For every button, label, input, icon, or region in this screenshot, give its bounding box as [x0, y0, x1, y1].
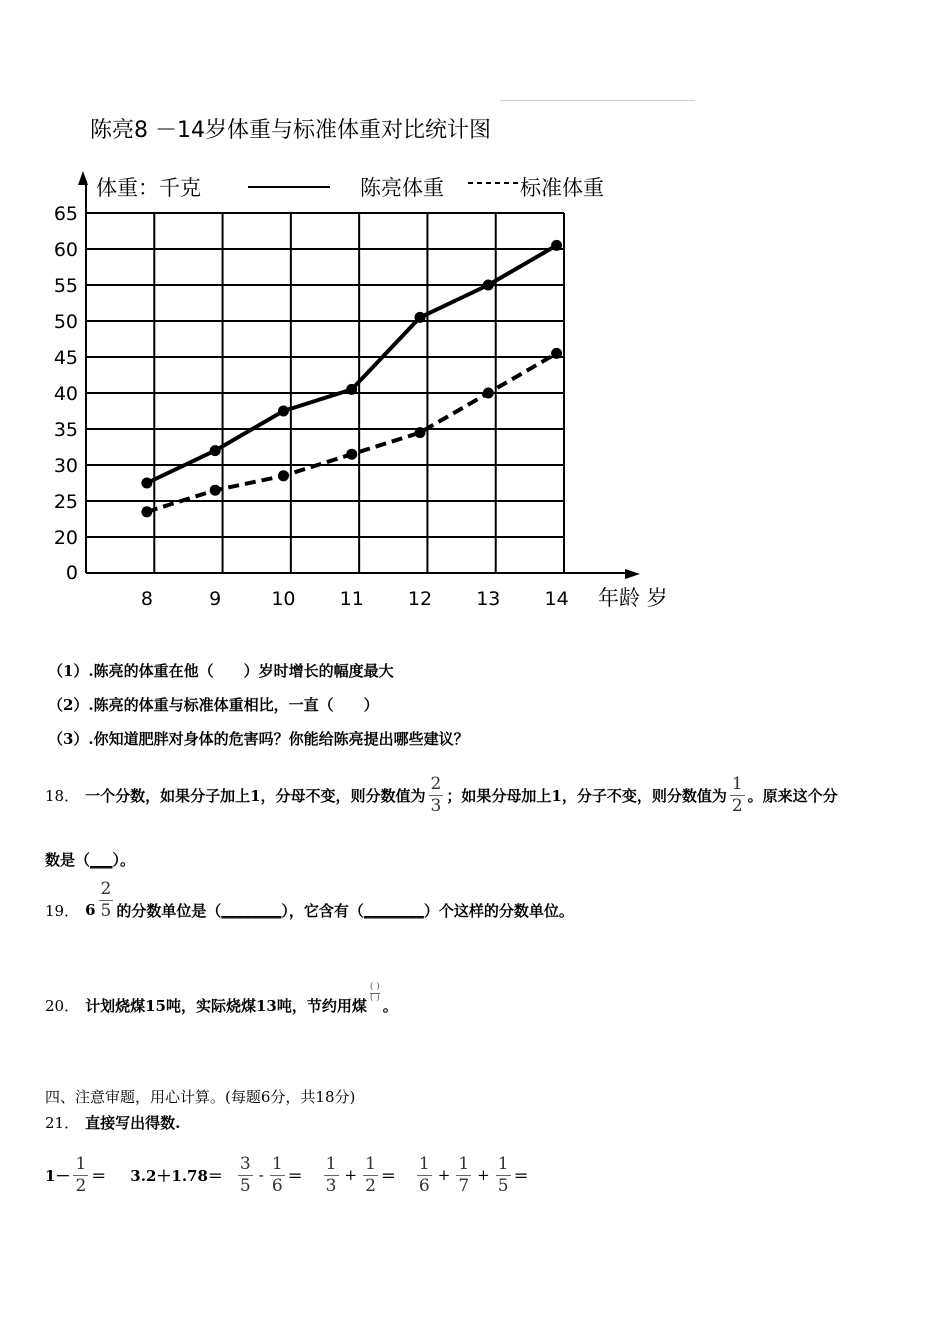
data-point-standard — [210, 485, 221, 496]
x-tick-label: 10 — [271, 588, 296, 610]
y-tick-label: 65 — [53, 203, 78, 225]
q20-number: 20． — [45, 996, 80, 1015]
y-tick-label: 40 — [53, 383, 78, 405]
calc-5 — [414, 1153, 529, 1196]
question-20 — [45, 975, 398, 1035]
y-tick-label: 55 — [53, 275, 78, 297]
legend-label-standard: 标准体重 — [520, 176, 604, 200]
calc-3-fraction-b — [270, 1153, 285, 1196]
y-tick-labels — [54, 203, 78, 584]
q21-text: 直接写出得数. — [85, 1114, 181, 1132]
q19-whole: 6 — [85, 901, 96, 919]
calc-4a-den: 3 — [325, 1175, 337, 1196]
calc-4 — [321, 1153, 396, 1196]
data-point-chenliang — [346, 384, 357, 395]
calc-1-eq: ＝ — [91, 1166, 107, 1185]
data-point-chenliang — [483, 280, 494, 291]
question-3: （3）.你知道肥胖对身体的危害吗？你能给陈亮提出哪些建议？ — [48, 730, 469, 748]
q18-answer-blank[interactable]: ___ — [90, 850, 113, 869]
x-axis-label: 年龄 岁 — [598, 586, 668, 610]
q18-text-5: ）。 — [112, 851, 136, 869]
x-tick-label: 13 — [476, 588, 501, 610]
legend-label-chenliang: 陈亮体重 — [360, 176, 444, 200]
q21-number: 21． — [45, 1114, 80, 1132]
y-axis-label: 体重：千克 — [96, 176, 201, 200]
data-point-standard — [415, 427, 426, 438]
data-point-chenliang — [415, 312, 426, 323]
question-18 — [45, 765, 838, 825]
calc-4b-num: 1 — [365, 1153, 376, 1174]
x-tick-label: 9 — [209, 588, 222, 610]
q20-text: 计划烧煤15吨，实际烧煤13吨，节约用煤 — [85, 996, 367, 1015]
calc-5b-den: 7 — [458, 1175, 470, 1196]
q20-numerator-blank[interactable]: ( ) — [369, 981, 380, 992]
data-point-chenliang — [141, 478, 152, 489]
q19-denominator: 5 — [100, 900, 112, 921]
data-point-standard — [141, 506, 152, 517]
chart-title: 陈亮8 －14岁体重与标准体重对比统计图 — [90, 118, 491, 143]
calc-5-fraction-a — [417, 1153, 432, 1196]
y-axis-arrow-icon — [78, 171, 88, 185]
q20-answer-fraction[interactable] — [370, 983, 380, 1004]
x-tick-label: 12 — [407, 588, 433, 610]
calc-1 — [45, 1153, 107, 1196]
calc-3a-den: 5 — [239, 1175, 251, 1196]
q18-text-4: 数是（ — [45, 851, 91, 869]
calc-4a-num: 1 — [325, 1153, 337, 1174]
calc-5-eq: ＝ — [513, 1166, 529, 1185]
calc-5-op-1: + — [437, 1166, 451, 1184]
x-tick-labels — [141, 588, 569, 610]
data-point-standard — [551, 348, 562, 359]
calc-3 — [235, 1153, 303, 1196]
calc-4-op: + — [344, 1166, 358, 1184]
calc-5c-num: 1 — [497, 1153, 509, 1174]
q19-text-2: ），它含有（ — [281, 901, 364, 920]
calc-4b-den: 2 — [365, 1175, 376, 1196]
calc-3a-num: 3 — [239, 1153, 251, 1174]
data-point-standard — [278, 470, 289, 481]
y-tick-label: 0 — [65, 562, 78, 584]
calc-5c-den: 5 — [497, 1175, 509, 1196]
q19-answer-blank-2[interactable]: ________ — [363, 901, 424, 919]
x-tick-label: 11 — [339, 588, 364, 610]
calc-3-eq: ＝ — [287, 1166, 303, 1185]
calc-1-den: 2 — [75, 1175, 87, 1196]
question-19 — [45, 880, 574, 940]
data-point-chenliang — [551, 240, 562, 251]
q18-f2-numerator: 1 — [731, 773, 743, 794]
calc-2: 3.2＋1.78＝ — [130, 1166, 223, 1185]
y-tick-label: 30 — [53, 455, 78, 477]
y-tick-label: 25 — [53, 491, 78, 513]
q20-end: 。 — [382, 996, 398, 1015]
q19-text-3: ）个这样的分数单位。 — [423, 901, 574, 920]
q20-denominator-blank[interactable]: ( ) — [369, 992, 380, 1003]
q19-numerator: 2 — [100, 878, 112, 899]
calc-4-eq: ＝ — [380, 1166, 396, 1185]
q18-f2-denominator: 2 — [731, 795, 743, 816]
q19-answer-blank-1[interactable]: ________ — [221, 901, 282, 919]
calc-1-fraction — [73, 1153, 88, 1196]
q18-text-3: 。原来这个分 — [747, 786, 838, 805]
calc-1-lead: 1－ — [45, 1166, 71, 1185]
section-4-heading: 四、注意审题，用心计算。(每题6分，共18分) — [45, 1088, 356, 1106]
calc-3-op: - — [258, 1166, 264, 1184]
q19-text-1: 的分数单位是（ — [116, 901, 222, 920]
calc-1-num: 1 — [75, 1153, 87, 1174]
calc-3-fraction-a — [238, 1153, 253, 1196]
q19-fraction — [99, 878, 114, 921]
calc-5-fraction-c — [496, 1153, 511, 1196]
weight-comparison-chart — [50, 105, 690, 615]
q19-number: 19． — [45, 901, 80, 920]
y-tick-label: 60 — [53, 239, 78, 261]
calc-5a-num: 1 — [418, 1153, 430, 1174]
q18-fraction-2 — [730, 773, 745, 816]
question-18-cont — [45, 849, 135, 870]
data-point-standard — [346, 449, 357, 460]
data-point-chenliang — [278, 406, 289, 417]
data-point-standard — [483, 388, 494, 399]
calc-3b-num: 1 — [271, 1153, 283, 1174]
chart-series — [141, 240, 562, 517]
q18-text-2: ；如果分母加上1，分子不变，则分数值为 — [446, 786, 727, 805]
x-tick-label: 14 — [544, 588, 569, 610]
x-tick-label: 8 — [140, 588, 153, 610]
calc-5-fraction-b — [456, 1153, 471, 1196]
y-tick-label: 35 — [53, 419, 78, 441]
data-point-chenliang — [210, 445, 221, 456]
calc-5b-num: 1 — [458, 1153, 470, 1174]
header-rule — [500, 100, 695, 101]
calc-row — [45, 1145, 529, 1205]
calc-5-op-2: + — [477, 1166, 490, 1184]
x-axis-arrow-icon — [625, 569, 640, 579]
question-2: （2）.陈亮的体重与标准体重相比，一直（ ） — [48, 696, 379, 714]
q18-f1-denominator: 3 — [430, 795, 442, 816]
y-tick-label: 20 — [53, 527, 78, 549]
calc-3b-den: 6 — [271, 1175, 283, 1196]
calc-4-fraction-b — [363, 1153, 378, 1196]
q18-number: 18． — [45, 786, 80, 805]
q18-f1-numerator: 2 — [430, 773, 442, 794]
q18-text-1: 一个分数，如果分子加上1，分母不变，则分数值为 — [85, 786, 426, 805]
calc-4-fraction-a — [324, 1153, 339, 1196]
y-tick-label: 45 — [53, 347, 78, 369]
q18-fraction-1 — [429, 773, 444, 816]
calc-5a-den: 6 — [418, 1175, 430, 1196]
question-21 — [45, 1112, 180, 1133]
question-1: （1）.陈亮的体重在他（ ）岁时增长的幅度最大 — [48, 662, 394, 680]
y-tick-label: 50 — [53, 311, 78, 333]
